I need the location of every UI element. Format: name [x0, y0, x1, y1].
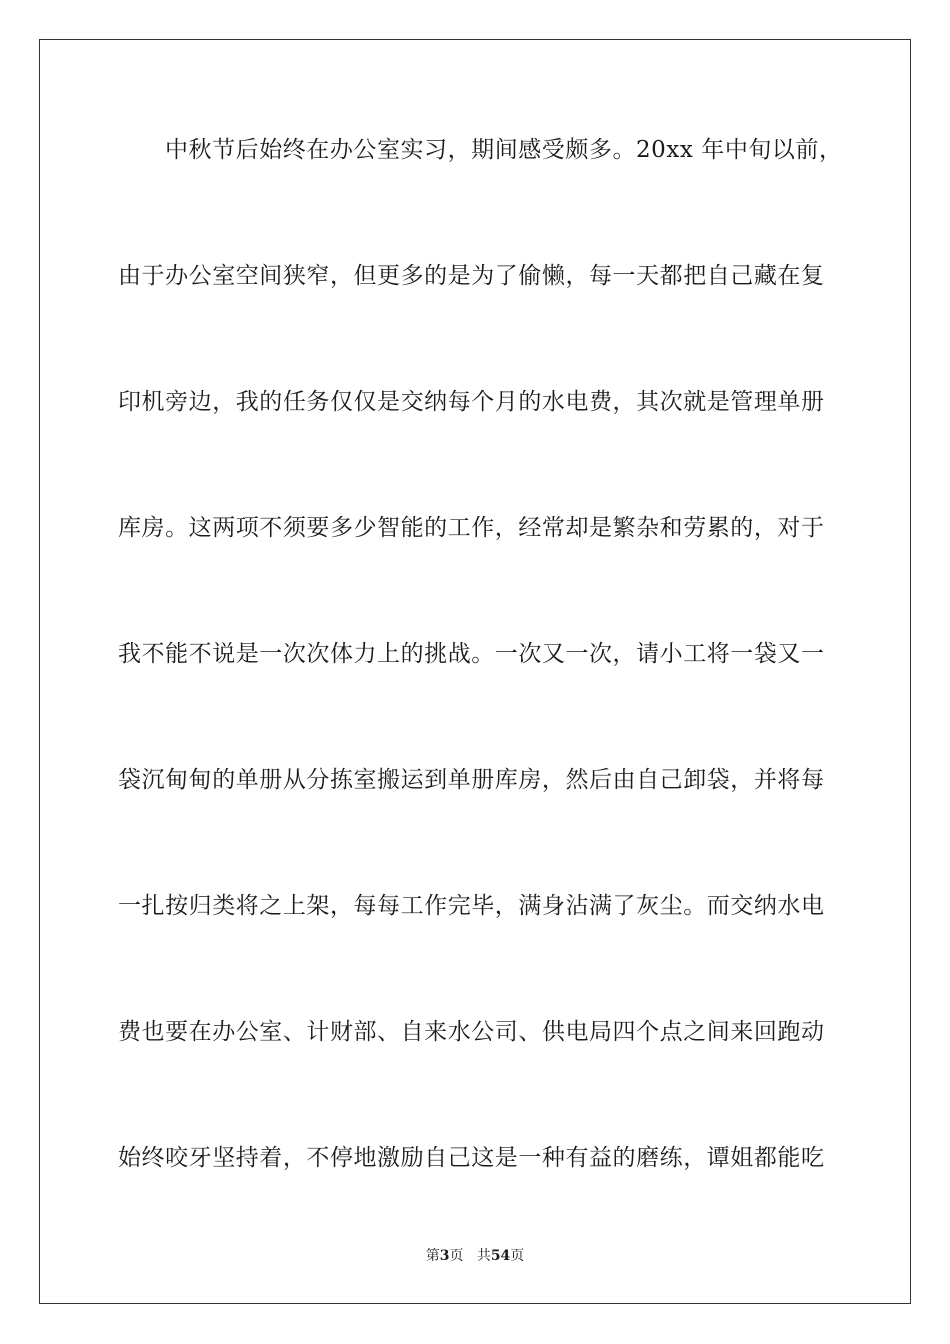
body-text: [118, 128, 843, 1262]
text-line: 袋沉甸甸的单册从分拣室搬运到单册库房，然后由自己卸袋，并将每: [118, 767, 825, 793]
text-line: 库房。这两项不须要多少智能的工作，经常却是繁杂和劳累的，对于: [118, 515, 825, 541]
total-suffix: 页: [510, 1248, 525, 1264]
total-prefix: 共: [476, 1248, 491, 1264]
page-suffix: 页: [449, 1248, 464, 1264]
page-prefix: 第: [425, 1248, 440, 1264]
page-footer: [0, 1246, 950, 1266]
text-line: 一扎按归类将之上架，每每工作完毕，满身沾满了灰尘。而交纳水电: [118, 893, 825, 919]
text-line: 费也要在办公室、计财部、自来水公司、供电局四个点之间来回跑动: [118, 1019, 825, 1045]
text-line: 始终咬牙坚持着，不停地激励自己这是一种有益的磨练，谭姐都能吃: [118, 1145, 825, 1171]
text-line: 印机旁边，我的任务仅仅是交纳每个月的水电费，其次就是管理单册: [118, 389, 825, 415]
page-number: 3: [439, 1248, 450, 1264]
text-line: 我不能不说是一次次体力上的挑战。一次又一次，请小工将一袋又一: [118, 641, 825, 667]
total-pages: 54: [490, 1248, 511, 1264]
text-line: 中秋节后始终在办公室实习，期间感受颇多。20xx 年中旬以前，: [165, 137, 843, 163]
text-line: 由于办公室空间狭窄，但更多的是为了偷懒，每一天都把自己藏在复: [118, 263, 825, 289]
